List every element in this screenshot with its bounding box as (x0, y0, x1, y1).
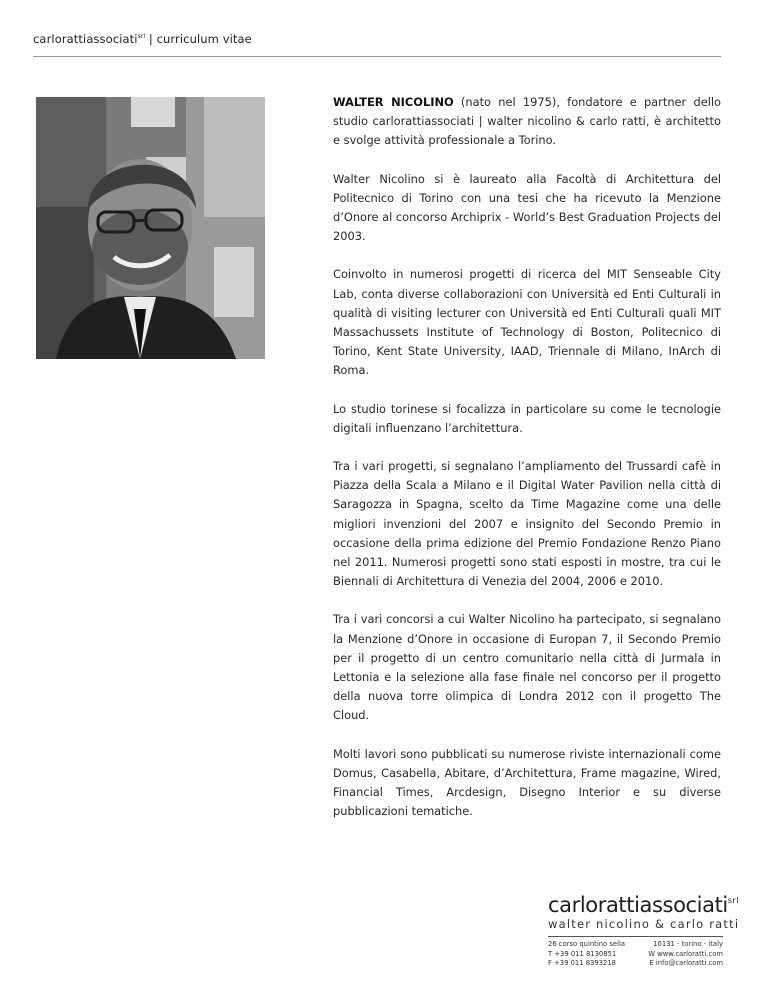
bio-paragraph: Tra i vari concorsi a cui Walter Nicolino ha partecipato, si segnalano la Menzione d’Onore in occasione di Europan 7, il Secondo Premio per il progetto di un centro comunitario nella città di Jurmala in Lettonia e la selezione alla fase finale nel concorso per il progetto della nuova torre olimpica di Londra 2012 con il progetto The Cloud. (333, 612, 721, 723)
company-logo (548, 890, 740, 969)
logo-subtitle: walter nicolino & carlo ratti (548, 917, 740, 931)
bio-paragraph: Coinvolto in numerosi progetti di ricerca del MIT Senseable City Lab, conta diverse collaborazioni con Università ed Enti Culturali in qualità di visiting lecturer con Università ed Enti Culturali quali MIT Massachussets Institute of Technology di Boston, Politecnico di Torino, Kent State University, IAAD, Triennale di Milano, InArch di Roma. (333, 267, 721, 378)
bio-paragraph: Molti lavori sono pubblicati su numerose riviste internazionali come Domus, Casabella, Abitare, d’Architettura, Frame magazine, Wired, Financial Times, Arcdesign, Disegno Interior e su diverse pubblicazioni tematiche. (333, 746, 721, 819)
page-header (33, 32, 252, 46)
logo-main-text: carlorattiassociati (548, 893, 728, 917)
logo-wordmark (548, 890, 740, 917)
bio-text (333, 93, 721, 841)
bio-paragraph: Tra i vari progetti, si segnalano l’ampliamento del Trussardi cafè in Piazza della Scala a Milano e il Digital Water Pavilion nella città di Saragozza in Spagna, scelto da Time Magazine come una delle migliori invenzioni del 2007 e insignito del Secondo Premio in occasione della prima edizione del Premio Fondazione Renzo Piano nel 2011. Numerosi progetti sono stati esposti in mostre, tra cui le Biennali di Architettura di Venezia del 2004, 2006 e 2010. (333, 459, 721, 589)
person-name: WALTER NICOLINO (333, 95, 454, 109)
email-link[interactable]: E info@carloratti.com (649, 959, 723, 967)
contact-block (548, 940, 723, 969)
phone-number: T +39 011 8130851 (548, 949, 617, 958)
header-brand: carlorattiassociati (33, 32, 138, 46)
bio-paragraph: Walter Nicolino si è laureato alla Facoltà di Architettura del Politecnico di Torino con una tesi che ha ricevuto la Menzione d’Onore al concorso Archiprix - World’s Best Graduation Projects del 2003. (333, 171, 721, 244)
address-city: 10131 - torino - italy (653, 940, 723, 948)
logo-divider (548, 936, 723, 937)
contact-row-fax (548, 959, 723, 969)
fax-number: F +39 011 8393218 (548, 959, 616, 967)
bio-paragraph: Lo studio torinese si focalizza in particolare su come le tecnologie digitali influenzano l’architettura. (333, 401, 721, 435)
bio-intro: (nato nel 1975), fondatore e partner dello studio carlorattiassociati | walter nicolino & carlo ratti, è architetto e svolge attività professionale a Torino. (333, 95, 722, 148)
header-divider (33, 56, 721, 57)
header-brand-sup: srl (137, 33, 146, 40)
logo-sup: srl (727, 896, 740, 905)
address-street: 26 corso quintino sella (548, 940, 626, 948)
contact-row-address (548, 940, 723, 950)
contact-row-phone (548, 950, 723, 960)
header-section: | curriculum vitae (145, 32, 252, 46)
website-link[interactable]: W www.carloratti.com (648, 949, 723, 958)
portrait-photo (36, 97, 265, 359)
bio-paragraph (333, 93, 721, 151)
